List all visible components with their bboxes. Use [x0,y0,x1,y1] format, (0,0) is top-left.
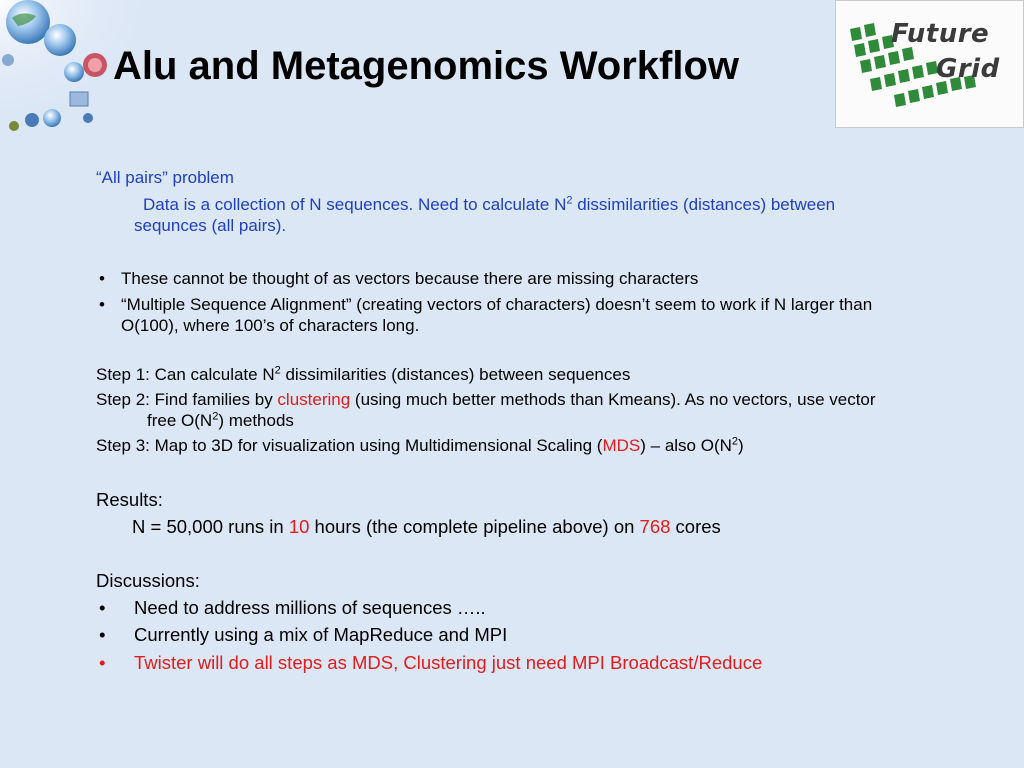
step-2: Step 2: Find families by clustering (using much better methods than Kmeans). As no vectors, use vector [96,390,876,409]
step-2-cont: free $O(N^2)$ methods [147,410,294,430]
discussion-item-twister: Twister will do all steps as MDS, Clustering just need MPI Broadcast/Reduce [134,652,763,673]
all-pairs-description: Data is a collection of N sequences. Need to calculate $N^2$ dissimilarities (distances) between [143,194,836,214]
results-heading: Results: [96,489,163,510]
discussion-item: Need to address millions of sequences ….. [134,597,486,618]
bullet-missing-characters: These cannot be thought of as vectors because there are missing characters [121,269,699,288]
bullet-msa: “Multiple Sequence Alignment” (creating vectors of characters) doesn’t seem to work if N larger than [121,295,873,314]
discussion-item: Currently using a mix of MapReduce and MPI [134,624,508,645]
bullet-glyph: • [99,597,106,618]
results-line: N = 50,000 runs in 10 hours (the complete pipeline above) on 768 cores [132,516,721,537]
step-3: Step 3: Map to 3D for visualization using Multidimensional Scaling (MDS) – also $O(N^2)$ [96,435,744,455]
bullet-glyph: • [99,295,105,314]
logo-text-line1: Future [891,19,990,49]
slide-title: Alu and Metagenomics Workflow [113,44,739,88]
logo-text-line2: Grid [936,54,1000,84]
bullet-glyph: • [99,652,106,673]
futuregrid-logo [835,0,1024,128]
bullet-glyph: • [99,624,106,645]
all-pairs-description-cont: sequnces (all pairs). [134,216,287,235]
step-1: Step 1: Can calculate $N^2$ dissimilarities (distances) between sequences [96,364,631,384]
bullet-msa-cont: O(100), where 100’s of characters long. [121,316,420,335]
bullet-glyph: • [99,269,105,288]
discussions-heading: Discussions: [96,570,200,591]
all-pairs-heading: “All pairs” problem [96,168,234,187]
